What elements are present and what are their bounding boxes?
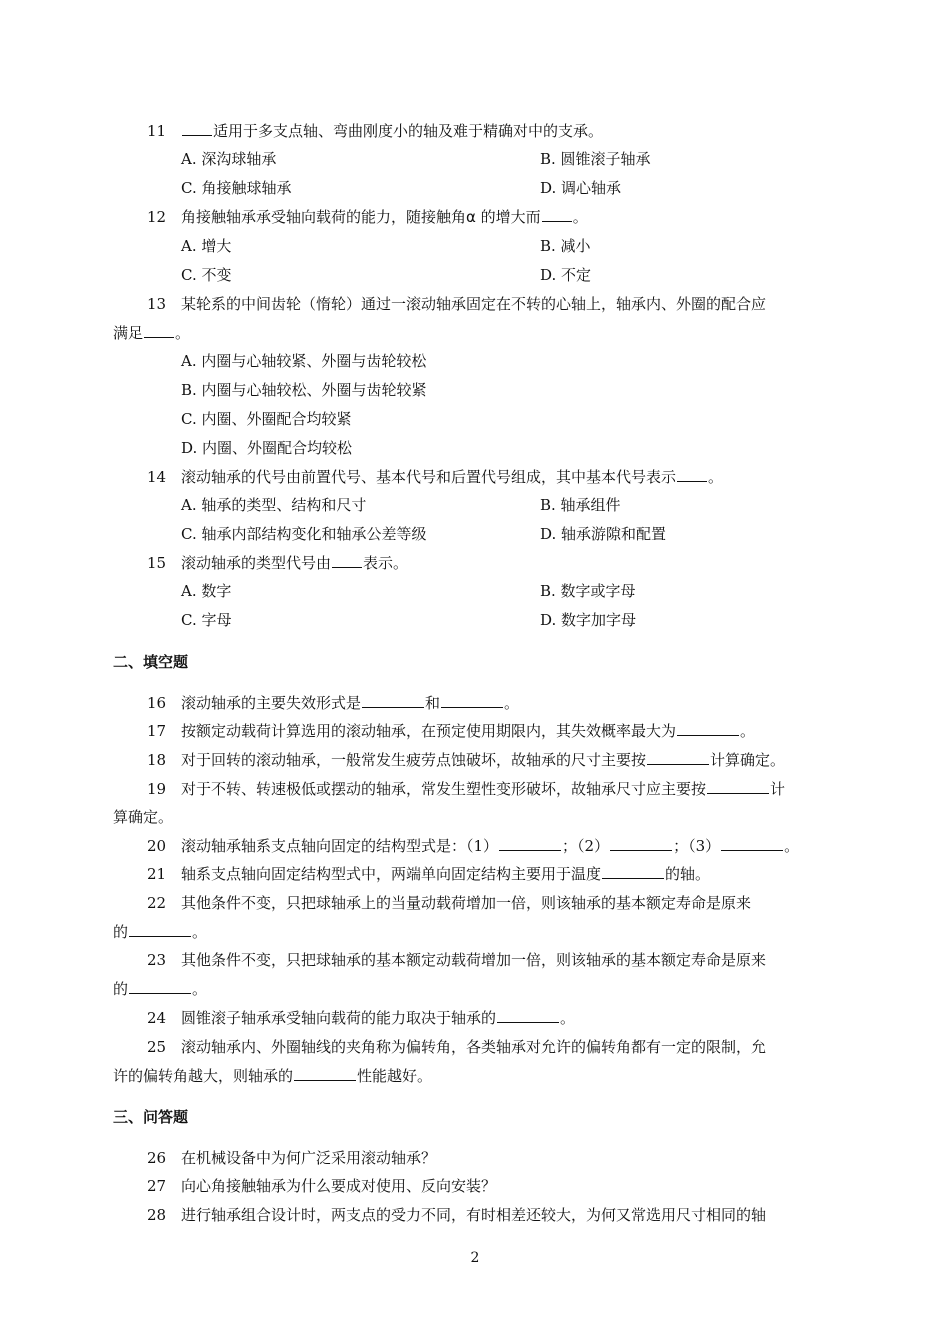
option-a: A. 轴承的类型、结构和尺寸 [181, 496, 367, 514]
answer-blank [497, 1008, 559, 1023]
option-b: B. 圆锥滚子轴承 [540, 150, 651, 168]
question-23-continued [113, 979, 839, 999]
question-text: 向心角接触轴承为什么要成对使用、反向安装？ [181, 1177, 497, 1195]
option-c: C. 内圈、外圈配合均较紧 [181, 410, 352, 428]
option-b: B. 数字或字母 [540, 582, 636, 600]
question-number: 28 [147, 1206, 167, 1224]
answer-blank [362, 693, 424, 708]
question-text: 滚动轴承的类型代号由 [181, 554, 332, 572]
question-text: 滚动轴承的代号由前置代号、基本代号和后置代号组成，其中基本代号表示 [181, 468, 677, 486]
question-text: 。 [192, 980, 208, 998]
question-24 [147, 1008, 839, 1028]
question-number: 21 [147, 865, 167, 883]
answer-blank [182, 121, 212, 136]
question-text: 。 [708, 468, 724, 486]
question-22-continued [113, 922, 839, 942]
question-text: 适用于多支点轴、弯曲刚度小的轴及难于精确对中的支承。 [213, 122, 604, 140]
answer-blank [441, 693, 503, 708]
question-text: 。 [740, 722, 756, 740]
question-text: 表示。 [363, 554, 409, 572]
question-12 [147, 207, 839, 227]
question-number: 20 [147, 837, 167, 855]
option-c: C. 字母 [181, 611, 232, 629]
question-text: 。 [784, 837, 800, 855]
question-number: 25 [147, 1038, 167, 1056]
question-11 [147, 121, 839, 141]
section-heading-fill-in: 二、填空题 [113, 653, 189, 671]
answer-blank [129, 979, 191, 994]
question-20 [147, 836, 839, 856]
option-d: D. 调心轴承 [540, 179, 622, 197]
question-text: 和 [425, 694, 441, 712]
option-b: B. 减小 [540, 237, 591, 255]
question-text: 其他条件不变，只把球轴承的基本额定动载荷增加一倍，则该轴承的基本额定寿命是原来 [181, 951, 767, 969]
question-number: 12 [147, 208, 167, 226]
option-a: A. 内圈与心轴较紧、外圈与齿轮较松 [181, 352, 427, 370]
question-text: 的 [113, 923, 129, 941]
question-text: 性能越好。 [357, 1067, 433, 1085]
question-text: 。 [504, 694, 520, 712]
question-text: 。 [572, 208, 588, 226]
option-d: D. 数字加字母 [540, 611, 637, 629]
answer-blank [677, 721, 739, 736]
option-a: A. 深沟球轴承 [181, 150, 277, 168]
question-18 [147, 750, 839, 770]
answer-blank [144, 323, 174, 338]
question-19 [147, 779, 839, 799]
answer-blank [499, 836, 561, 851]
question-27 [147, 1176, 839, 1196]
answer-blank [602, 864, 664, 879]
question-text: 满足 [113, 324, 144, 342]
question-text: 对于不转、转速极低或摆动的轴承，常发生塑性变形破坏，故轴承尺寸应主要按 [181, 780, 707, 798]
question-number: 22 [147, 894, 167, 912]
question-text: 某轮系的中间齿轮（惰轮）通过一滚动轴承固定在不转的心轴上，轴承内、外圈的配合应 [181, 295, 767, 313]
answer-blank [721, 836, 783, 851]
option-b: B. 轴承组件 [540, 496, 621, 514]
question-text: 计算确定。 [710, 751, 786, 769]
option-c: C. 轴承内部结构变化和轴承公差等级 [181, 525, 427, 543]
answer-blank [610, 836, 672, 851]
question-26 [147, 1148, 839, 1168]
question-13 [147, 294, 839, 314]
question-text: 轴系支点轴向固定结构型式中，两端单向固定结构主要用于温度 [181, 865, 602, 883]
question-text: 角接触轴承承受轴向载荷的能力，随接触角 [181, 208, 467, 226]
question-number: 11 [147, 122, 167, 140]
question-text: 按额定动载荷计算选用的滚动轴承，在预定使用期限内，其失效概率最大为 [181, 722, 677, 740]
question-text: 的 [113, 980, 129, 998]
question-text: 的增大而 [475, 208, 541, 226]
option-d: D. 不定 [540, 266, 592, 284]
question-text: 对于回转的滚动轴承，一般常发生疲劳点蚀破坏，故轴承的尺寸主要按 [181, 751, 647, 769]
question-25-continued [113, 1066, 839, 1086]
question-28 [147, 1205, 839, 1225]
question-text: 。 [175, 324, 191, 342]
question-13-continued [113, 323, 839, 343]
question-14 [147, 467, 839, 487]
question-text: 其他条件不变，只把球轴承上的当量动载荷增加一倍，则该轴承的基本额定寿命是原来 [181, 894, 752, 912]
question-text: 滚动轴承轴系支点轴向固定的结构型式是：（1） [181, 837, 499, 855]
question-16 [147, 693, 839, 713]
question-number: 23 [147, 951, 167, 969]
question-21 [147, 864, 839, 884]
question-19-continued: 算确定。 [113, 808, 174, 826]
answer-blank [647, 750, 709, 765]
question-text: 计 [770, 780, 786, 798]
question-text: ；（2） [562, 837, 610, 855]
question-number: 27 [147, 1177, 167, 1195]
option-a: A. 增大 [181, 237, 232, 255]
question-text: 的轴。 [665, 865, 711, 883]
question-number: 13 [147, 295, 167, 313]
question-number: 14 [147, 468, 167, 486]
answer-blank [294, 1066, 356, 1081]
question-25 [147, 1037, 839, 1057]
alpha-symbol: α [466, 208, 476, 226]
question-number: 18 [147, 751, 167, 769]
option-c: C. 角接触球轴承 [181, 179, 292, 197]
answer-blank [332, 553, 362, 568]
option-d: D. 轴承游隙和配置 [540, 525, 667, 543]
answer-blank [542, 207, 572, 222]
section-heading-short-answer: 三、问答题 [113, 1108, 189, 1126]
question-number: 26 [147, 1149, 167, 1167]
question-number: 16 [147, 694, 167, 712]
question-text: 在机械设备中为何广泛采用滚动轴承？ [181, 1149, 437, 1167]
question-text: 进行轴承组合设计时，两支点的受力不同，有时相差还较大，为何又常选用尺寸相同的轴 [181, 1206, 767, 1224]
question-number: 17 [147, 722, 167, 740]
question-23 [147, 950, 839, 970]
question-number: 15 [147, 554, 167, 572]
question-text: ；（3） [673, 837, 721, 855]
question-text: 。 [192, 923, 208, 941]
question-text: 滚动轴承的主要失效形式是 [181, 694, 362, 712]
question-22 [147, 893, 839, 913]
option-c: C. 不变 [181, 266, 232, 284]
question-number: 19 [147, 780, 167, 798]
option-a: A. 数字 [181, 582, 232, 600]
question-text: 。 [560, 1009, 576, 1027]
question-17 [147, 721, 839, 741]
question-text: 许的偏转角越大，则轴承的 [113, 1067, 294, 1085]
answer-blank [129, 922, 191, 937]
answer-blank [707, 779, 769, 794]
option-b: B. 内圈与心轴较松、外圈与齿轮较紧 [181, 381, 427, 399]
question-number: 24 [147, 1009, 167, 1027]
question-text: 圆锥滚子轴承承受轴向载荷的能力取决于轴承的 [181, 1009, 497, 1027]
answer-blank [677, 467, 707, 482]
option-d: D. 内圈、外圈配合均较松 [181, 439, 353, 457]
question-15 [147, 553, 839, 573]
question-text: 滚动轴承内、外圈轴线的夹角称为偏转角，各类轴承对允许的偏转角都有一定的限制，允 [181, 1038, 767, 1056]
page-number: 2 [470, 1250, 480, 1266]
